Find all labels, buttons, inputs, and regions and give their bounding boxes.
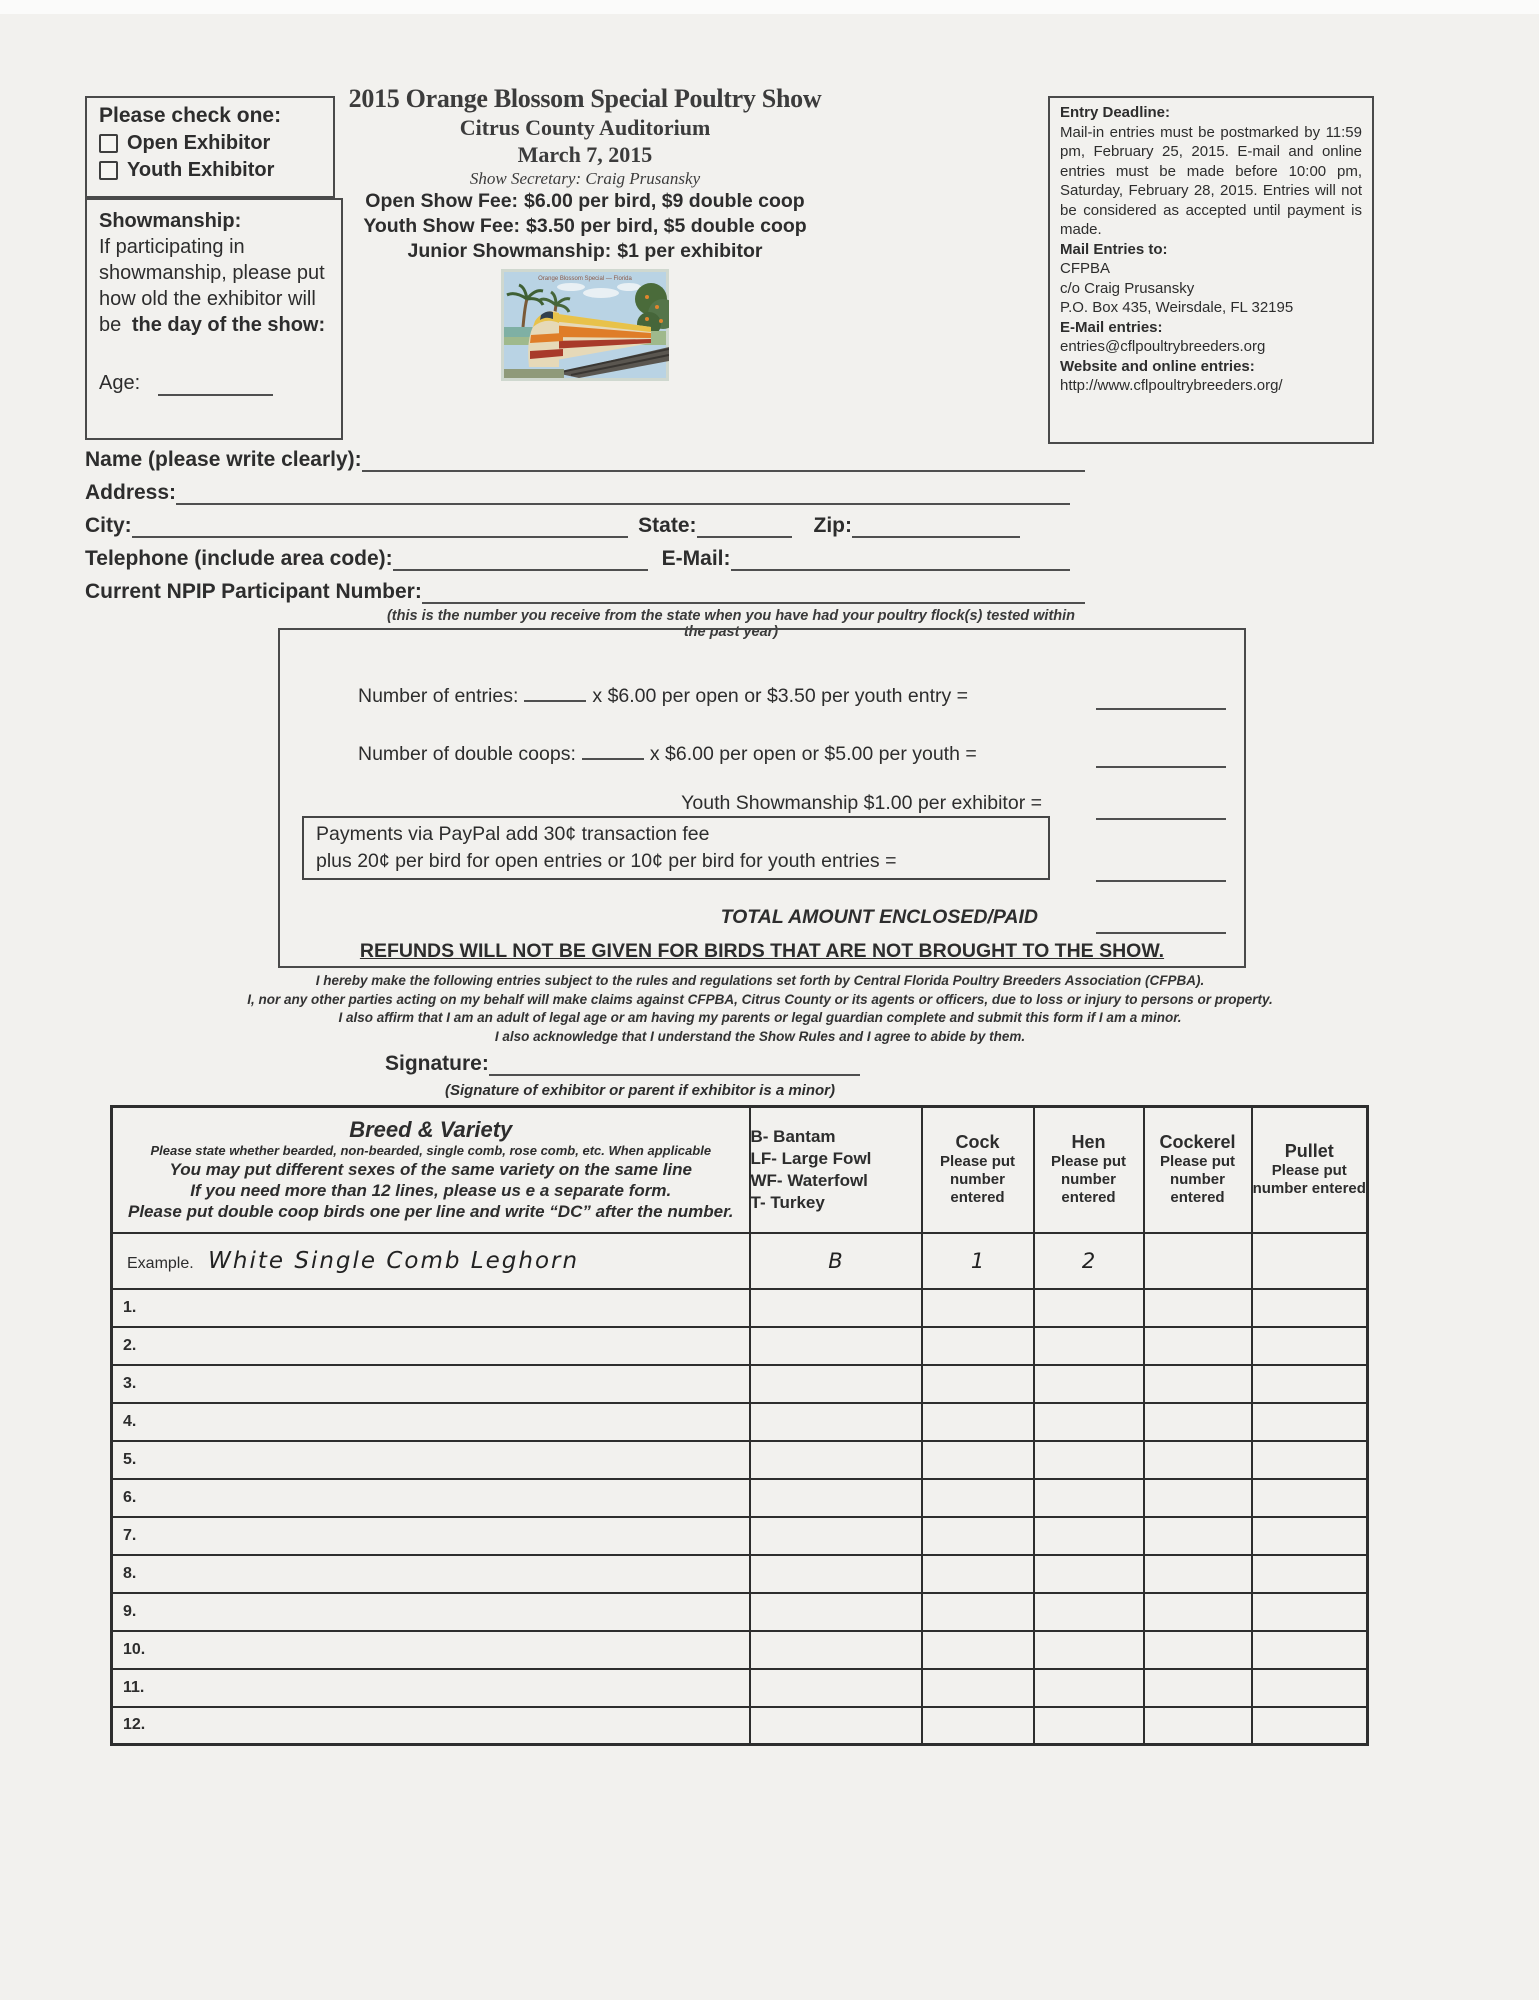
cockerel-entry-cell[interactable]: [1144, 1707, 1252, 1745]
legal-line: I hereby make the following entries subject to the rules and regulations set forth by Central Florida Poultry Breeders Association (CFPBA).: [315, 973, 1205, 988]
entry-row: [112, 1365, 1368, 1403]
type-entry-cell[interactable]: [750, 1593, 922, 1631]
email-address: entries@cflpoultrybreeders.org: [1060, 338, 1266, 355]
hen-entry-cell[interactable]: [1034, 1631, 1144, 1669]
signature-input-line[interactable]: [489, 1052, 860, 1076]
hen-entry-cell[interactable]: [1034, 1593, 1144, 1631]
npip-note: (this is the number you receive from the state when you have had your poultry flock(s) tested within the past year): [386, 608, 1076, 640]
legal-line: I, nor any other parties acting on my behalf will make claims against CFPBA, Citrus County or its agents or officers, due to loss or injury to persons or property.: [247, 991, 1273, 1007]
breed-variety-header: Breed & Variety Please state whether bearded, non-bearded, single comb, rose comb, etc. When applicable You may put different sexes of the same variety on the same line If you need more than 12 lines, please us e a separate form. Please put double coop birds one per line and write “DC” after the number.: [112, 1107, 750, 1233]
mail-line: P.O. Box 435, Weirsdale, FL 32195: [1060, 299, 1294, 316]
age-row: [99, 370, 329, 396]
entry-row: [112, 1441, 1368, 1479]
address-row: [85, 481, 1070, 505]
type-entry-cell[interactable]: [750, 1289, 922, 1327]
row-number: 10.: [112, 1631, 750, 1669]
entry-table: [110, 1105, 1369, 1746]
youth-fee-line: Youth Show Fee: $3.50 per bird, $5 double coop: [363, 215, 807, 237]
entry-row: [112, 1631, 1368, 1669]
example-breed-handwriting: White Single Comb Leghorn: [208, 1247, 580, 1274]
cock-entry-cell[interactable]: [922, 1517, 1034, 1555]
cockerel-entry-cell[interactable]: [1144, 1441, 1252, 1479]
npip-label: Current NPIP Participant Number:: [85, 580, 422, 603]
pullet-entry-cell[interactable]: [1252, 1707, 1368, 1745]
type-entry-cell[interactable]: [750, 1327, 922, 1365]
show-date: March 7, 2015: [517, 142, 653, 167]
cockerel-entry-cell[interactable]: [1144, 1669, 1252, 1707]
junior-fee-line: Junior Showmanship: $1 per exhibitor: [407, 240, 763, 262]
row-number: 9.: [112, 1593, 750, 1631]
row-number: 3.: [112, 1365, 750, 1403]
email-label: E-Mail:: [661, 547, 731, 570]
age-label: Age:: [99, 372, 141, 394]
form-header: [330, 84, 840, 386]
legal-line: I also affirm that I am an adult of legal age or am having my parents or legal guardian complete and submit this form if I am a minor.: [338, 1010, 1182, 1025]
type-entry-cell[interactable]: [750, 1479, 922, 1517]
signature-row: [385, 1052, 860, 1076]
type-entry-cell[interactable]: [750, 1365, 922, 1403]
fee-calculation-box: [278, 628, 1246, 968]
legal-line: I also acknowledge that I understand the Show Rules and I agree to abide by them.: [494, 1028, 1026, 1044]
row-number: 11.: [112, 1669, 750, 1707]
mail-entries-label: Mail Entries to:: [1060, 240, 1168, 258]
pullet-entry-cell[interactable]: [1252, 1631, 1368, 1669]
cock-entry-cell[interactable]: [922, 1365, 1034, 1403]
coops-fee-row: Number of double coops: x $6.00 per open or $5.00 per youth =: [358, 740, 977, 766]
cock-entry-cell[interactable]: [922, 1289, 1034, 1327]
paypal-line-2: plus 20¢ per bird for open entries or 10¢ per bird for youth entries =: [316, 850, 897, 872]
type-entry-cell[interactable]: [750, 1669, 922, 1707]
bird-type-legend-header: B- Bantam LF- Large Fowl WF- Waterfowl T- Turkey: [750, 1107, 922, 1233]
hen-entry-cell[interactable]: [1034, 1669, 1144, 1707]
name-row: [85, 448, 1085, 472]
hen-entry-cell[interactable]: [1034, 1289, 1144, 1327]
npip-row: [85, 580, 1085, 604]
cock-entry-cell[interactable]: [922, 1555, 1034, 1593]
hen-entry-cell[interactable]: [1034, 1365, 1144, 1403]
train-postcard-image: [501, 269, 669, 381]
cockerel-entry-cell[interactable]: [1144, 1593, 1252, 1631]
row-number: 5.: [112, 1441, 750, 1479]
age-input-line[interactable]: [158, 372, 273, 396]
address-label: Address:: [85, 481, 177, 504]
youth-showmanship-row: Youth Showmanship $1.00 per exhibitor =: [681, 792, 1042, 814]
open-exhibitor-checkbox[interactable]: [99, 134, 118, 153]
phone-label: Telephone (include area code):: [85, 547, 393, 570]
entries-amount-line[interactable]: [1096, 688, 1226, 710]
entry-row: [112, 1555, 1368, 1593]
example-breed-cell: Example. White Single Comb Leghorn: [112, 1233, 750, 1289]
cock-entry-cell[interactable]: [922, 1441, 1034, 1479]
entry-row: [112, 1669, 1368, 1707]
entry-rows: [112, 1289, 1368, 1745]
check-one-box: [85, 96, 335, 198]
pullet-entry-cell[interactable]: [1252, 1365, 1368, 1403]
refunds-notice: REFUNDS WILL NOT BE GIVEN FOR BIRDS THAT ARE NOT BROUGHT TO THE SHOW.: [359, 940, 1165, 962]
coops-count-line[interactable]: [582, 740, 644, 760]
showmanship-title: Showmanship:: [99, 210, 242, 232]
address-input-line[interactable]: [176, 481, 1070, 505]
city-label: City:: [85, 514, 132, 537]
pullet-entry-cell[interactable]: [1252, 1479, 1368, 1517]
coops-amount-line[interactable]: [1096, 746, 1226, 768]
city-state-zip-row: [85, 514, 1020, 538]
zip-label: Zip:: [813, 514, 852, 537]
open-exhibitor-option[interactable]: [99, 132, 321, 155]
paypal-line-1: Payments via PayPal add 30¢ transaction fee: [316, 823, 710, 845]
row-number: 6.: [112, 1479, 750, 1517]
svg-text:Orange Blossom Special — Flori: Orange Blossom Special — Florida: [538, 276, 632, 282]
deadline-title: Entry Deadline:: [1060, 104, 1171, 121]
showmanship-line: showmanship, please put: [99, 262, 325, 284]
example-row: [112, 1233, 1368, 1289]
pullet-entry-cell[interactable]: [1252, 1441, 1368, 1479]
signature-label: Signature:: [385, 1052, 489, 1075]
cockerel-column-header: Cockerel Please put number entered: [1144, 1107, 1252, 1233]
youth-exhibitor-label: Youth Exhibitor: [127, 159, 275, 181]
example-hen-cell: 2: [1034, 1233, 1144, 1289]
show-title: 2015 Orange Blossom Special Poultry Show: [348, 84, 822, 113]
paypal-fee-box: [302, 816, 1050, 880]
type-entry-cell[interactable]: [750, 1403, 922, 1441]
entries-fee-row: Number of entries: x $6.00 per open or $3.50 per youth entry =: [358, 682, 968, 708]
hen-entry-cell[interactable]: [1034, 1479, 1144, 1517]
entry-row: [112, 1593, 1368, 1631]
entry-row: [112, 1403, 1368, 1441]
signature-note: (Signature of exhibitor or parent if exhibitor is a minor): [444, 1082, 836, 1099]
cock-entry-cell[interactable]: [922, 1403, 1034, 1441]
example-pullet-cell: [1252, 1233, 1368, 1289]
showmanship-amount-line[interactable]: [1096, 798, 1226, 820]
npip-input-line[interactable]: [422, 580, 1085, 604]
name-label: Name (please write clearly):: [85, 448, 362, 471]
hen-entry-cell[interactable]: [1034, 1327, 1144, 1365]
open-exhibitor-label: Open Exhibitor: [127, 132, 271, 154]
pullet-column-header: Pullet Please put number entered: [1252, 1107, 1368, 1233]
website-url: http://www.cflpoultrybreeders.org/: [1060, 377, 1283, 394]
website-label: Website and online entries:: [1060, 357, 1255, 375]
row-number: 12.: [112, 1707, 750, 1745]
phone-input-line[interactable]: [393, 547, 648, 571]
hen-entry-cell[interactable]: [1034, 1517, 1144, 1555]
youth-exhibitor-option[interactable]: [99, 159, 321, 182]
entry-deadline-box: [1048, 96, 1374, 444]
showmanship-line: how old the exhibitor will: [99, 288, 316, 310]
check-one-title: Please check one:: [99, 104, 282, 127]
entry-row: [112, 1517, 1368, 1555]
cockerel-entry-cell[interactable]: [1144, 1327, 1252, 1365]
legal-text: [95, 972, 1425, 1046]
city-input-line[interactable]: [132, 514, 628, 538]
hen-entry-cell[interactable]: [1034, 1403, 1144, 1441]
cock-entry-cell[interactable]: [922, 1479, 1034, 1517]
cockerel-entry-cell[interactable]: [1144, 1631, 1252, 1669]
hen-entry-cell[interactable]: [1034, 1441, 1144, 1479]
cockerel-entry-cell[interactable]: [1144, 1289, 1252, 1327]
type-entry-cell[interactable]: [750, 1441, 922, 1479]
cock-column-header: Cock Please put number entered: [922, 1107, 1034, 1233]
type-entry-cell[interactable]: [750, 1555, 922, 1593]
state-label: State:: [638, 514, 697, 537]
cock-entry-cell[interactable]: [922, 1707, 1034, 1745]
entry-row: [112, 1327, 1368, 1365]
mail-line: CFPBA: [1060, 260, 1111, 277]
deadline-body: Mail-in entries must be postmarked by 11:59 pm, February 25, 2015. E-mail and online entries must be made before 10:00 pm, Saturday, February 28, 2015. Entries will not be considered as accepted until payment is made.: [1060, 123, 1362, 238]
row-number: 1.: [112, 1289, 750, 1327]
example-cockerel-cell: [1144, 1233, 1252, 1289]
row-number: 8.: [112, 1555, 750, 1593]
scan-edge: [0, 0, 1539, 14]
type-entry-cell[interactable]: [750, 1707, 922, 1745]
pullet-entry-cell[interactable]: [1252, 1289, 1368, 1327]
pullet-entry-cell[interactable]: [1252, 1555, 1368, 1593]
show-secretary: Show Secretary: Craig Prusansky: [469, 169, 701, 188]
cockerel-entry-cell[interactable]: [1144, 1365, 1252, 1403]
entry-row: [112, 1707, 1368, 1745]
cockerel-entry-cell[interactable]: [1144, 1479, 1252, 1517]
email-entries-label: E-Mail entries:: [1060, 318, 1163, 336]
email-input-line[interactable]: [731, 547, 1070, 571]
cockerel-entry-cell[interactable]: [1144, 1555, 1252, 1593]
cock-entry-cell[interactable]: [922, 1593, 1034, 1631]
showmanship-line: be the day of the show:: [99, 314, 326, 336]
open-fee-line: Open Show Fee: $6.00 per bird, $9 double coop: [365, 190, 805, 212]
type-entry-cell[interactable]: [750, 1517, 922, 1555]
name-input-line[interactable]: [362, 448, 1085, 472]
venue: Citrus County Auditorium: [459, 115, 711, 140]
pullet-entry-cell[interactable]: [1252, 1327, 1368, 1365]
youth-exhibitor-checkbox[interactable]: [99, 161, 118, 180]
pullet-entry-cell[interactable]: [1252, 1403, 1368, 1441]
phone-email-row: [85, 547, 1070, 571]
entries-count-line[interactable]: [524, 682, 586, 702]
type-entry-cell[interactable]: [750, 1631, 922, 1669]
hen-column-header: Hen Please put number entered: [1034, 1107, 1144, 1233]
paypal-amount-line[interactable]: [1096, 860, 1226, 882]
cockerel-entry-cell[interactable]: [1144, 1517, 1252, 1555]
total-amount-line[interactable]: [1096, 912, 1226, 934]
entry-row: [112, 1479, 1368, 1517]
hen-entry-cell[interactable]: [1034, 1707, 1144, 1745]
cockerel-entry-cell[interactable]: [1144, 1403, 1252, 1441]
total-label: TOTAL AMOUNT ENCLOSED/PAID: [720, 906, 1038, 928]
showmanship-box: [85, 198, 343, 440]
showmanship-line: If participating in: [99, 236, 245, 258]
example-cock-cell: 1: [922, 1233, 1034, 1289]
cock-entry-cell[interactable]: [922, 1669, 1034, 1707]
row-number: 2.: [112, 1327, 750, 1365]
row-number: 4.: [112, 1403, 750, 1441]
example-type-cell: B: [750, 1233, 922, 1289]
hen-entry-cell[interactable]: [1034, 1555, 1144, 1593]
zip-input-line[interactable]: [852, 514, 1020, 538]
row-number: 7.: [112, 1517, 750, 1555]
pullet-entry-cell[interactable]: [1252, 1669, 1368, 1707]
pullet-entry-cell[interactable]: [1252, 1593, 1368, 1631]
cock-entry-cell[interactable]: [922, 1327, 1034, 1365]
cock-entry-cell[interactable]: [922, 1631, 1034, 1669]
pullet-entry-cell[interactable]: [1252, 1517, 1368, 1555]
state-input-line[interactable]: [697, 514, 792, 538]
entry-row: [112, 1289, 1368, 1327]
mail-line: c/o Craig Prusansky: [1060, 279, 1195, 297]
